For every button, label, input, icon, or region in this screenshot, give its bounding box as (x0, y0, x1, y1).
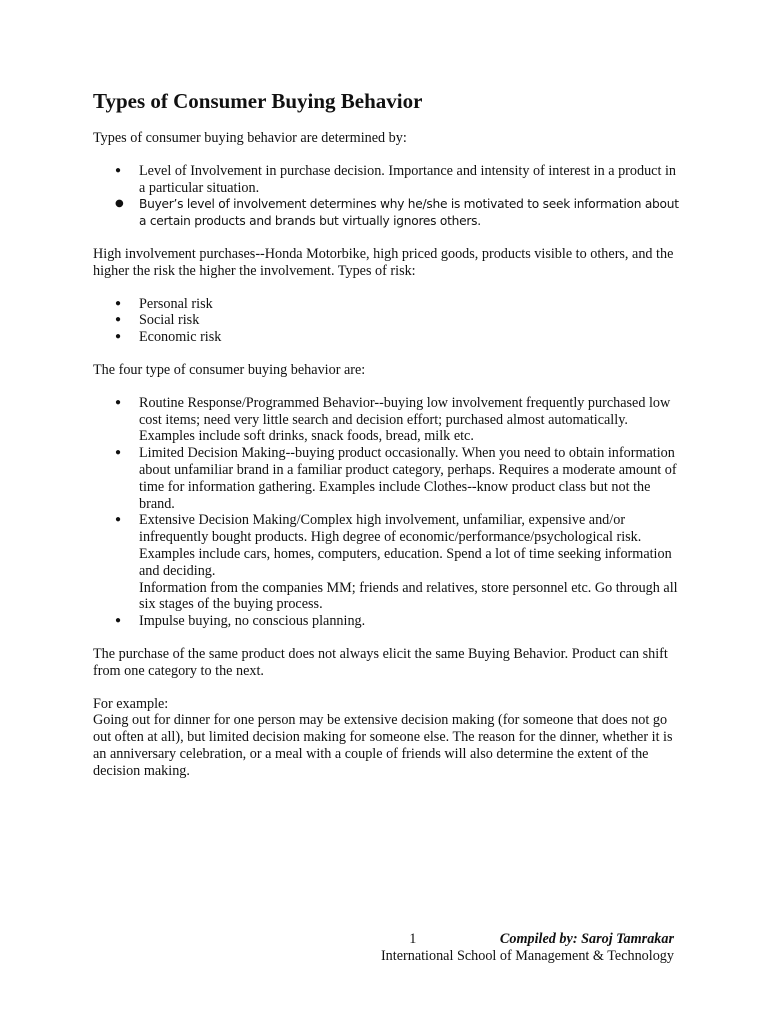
list-item: ● Impulse buying, no conscious planning. (115, 613, 366, 630)
bullet-icon: ● (115, 615, 122, 627)
determinants-list (93, 163, 685, 230)
compiled-by: Compiled by: Saroj Tamrakar (499, 931, 674, 947)
list-item: ● Level of Involvement in purchase decision. Importance and intensity of interest in a product in a particular situation. (115, 162, 676, 196)
list-item: ● Personal risk (115, 295, 213, 312)
bullet-icon: ● (115, 514, 122, 526)
list-item: ● Buyer’s level of involvement determines why he/she is motivated to seek information about a certain products and brands but virtually ignores others. (115, 197, 679, 229)
behaviors-list (93, 395, 685, 630)
bullet-icon: ● (115, 314, 122, 326)
document-body (93, 88, 685, 780)
page-footer (381, 931, 674, 965)
shift-paragraph: The purchase of the same product does not always elicit the same Buying Behavior. Product can shift from one category to the next. (93, 645, 668, 679)
list-item: ● Routine Response/Programmed Behavior--buying low involvement frequently purchased low cost items; need very little search and decision effort; purchased almost automatically. Examples include soft drinks, snack foods, bread, milk etc. (115, 394, 671, 445)
risk-list (93, 296, 685, 346)
intro-paragraph: Types of consumer buying behavior are determined by: (93, 130, 407, 146)
bullet-icon: ● (115, 447, 122, 459)
bullet-icon: ● (115, 297, 122, 309)
example-label: For example: (93, 695, 169, 712)
list-item: ● Economic risk (115, 329, 222, 346)
list-item: ● Limited Decision Making--buying product occasionally. When you need to obtain information about unfamiliar brand in a familiar product category, perhaps. Requires a moderate amount of time for information gathering. Examples include Clothes--know product class but not the brand. (115, 445, 677, 512)
page-title: Types of Consumer Buying Behavior (93, 89, 423, 113)
bullet-icon: ● (115, 164, 122, 176)
example-paragraph: Going out for dinner for one person may be extensive decision making (for someone that does not go out often at all), but limited decision making for someone else. The reason for the dinner, whether it is an anniversary celebration, or a meal with a couple of friends will also determine the extent of the decision making. (93, 712, 673, 779)
bullet-icon: ● (115, 331, 122, 343)
bullet-icon: ● (115, 396, 122, 408)
page-number: 1 (409, 931, 417, 947)
list-item: ● Social risk (115, 312, 200, 329)
list-item: ● Extensive Decision Making/Complex high involvement, unfamiliar, expensive and/or infrequently bought products. High degree of economic/performance/psychological risk. Examples include cars, homes, computers, education. Spend a lot of time seeking information and deciding. Information from the companies MM; friends and relatives, store personnel etc. Go through all six stages of the buying process. (115, 512, 678, 613)
high-involvement-paragraph: High involvement purchases--Honda Motorbike, high priced goods, products visible to others, and the higher the risk the higher the involvement. Types of risk: (93, 245, 674, 279)
institution-name: International School of Management & Technology (380, 947, 674, 964)
four-types-intro: The four type of consumer buying behavior are: (93, 361, 366, 378)
bullet-icon: ● (115, 198, 124, 210)
